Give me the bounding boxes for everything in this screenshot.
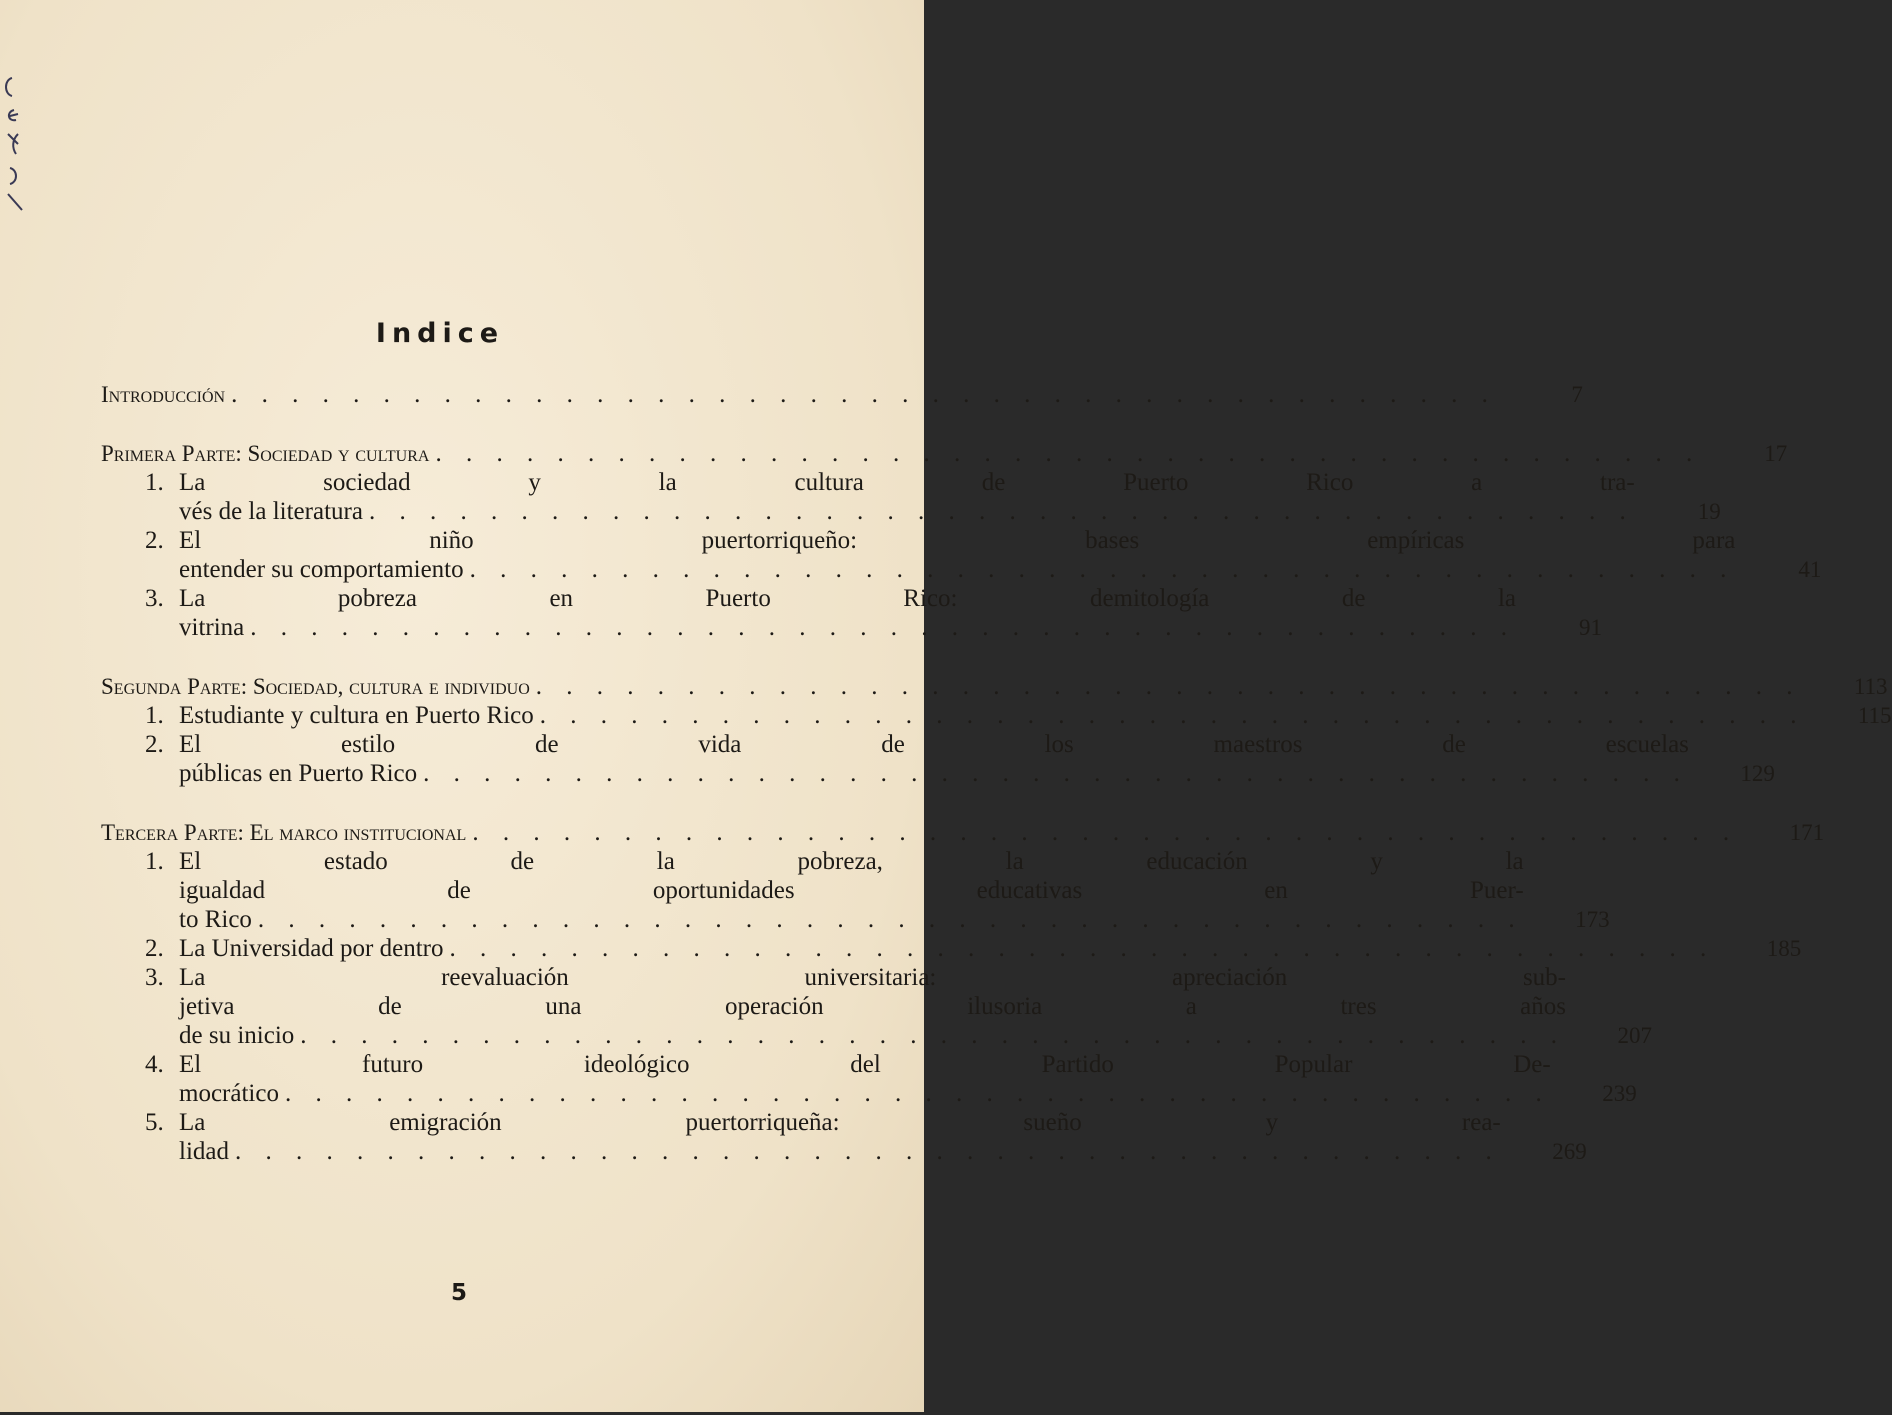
- chapter-page: 115: [1857, 703, 1892, 728]
- part-heading: Tercera Parte: El marco institucional: [101, 820, 467, 845]
- chapter-page: 41: [1798, 557, 1822, 582]
- toc-part: [101, 439, 1822, 642]
- chapter-entry: [101, 701, 1892, 730]
- leader-dots: [252, 905, 1524, 934]
- chapter-last-line: [179, 934, 1801, 963]
- chapter-title-line: El estado de la pobreza, la educación y la: [179, 848, 1524, 875]
- part-page: 171: [1789, 820, 1825, 845]
- page-title: Indice: [375, 318, 505, 349]
- chapter-number: 1.: [145, 469, 164, 496]
- chapter-title-line: La sociedad y la cultura de Puerto Rico a tra-: [179, 469, 1635, 496]
- handwritten-margin-mark: [2, 70, 28, 240]
- chapter-number: 1.: [145, 848, 164, 875]
- toc-part: [101, 672, 1892, 788]
- chapter-last-line: [179, 497, 1721, 526]
- chapter-last-line: [179, 613, 1602, 642]
- leader-dots: [225, 380, 1497, 409]
- part-heading: Segunda Parte: Sociedad, cultura e individuo: [101, 674, 530, 699]
- chapter-title: [179, 847, 1610, 934]
- chapter-number: 2.: [145, 731, 164, 758]
- chapter-title-line: públicas en Puerto Rico: [179, 760, 418, 787]
- introduction-page: 7: [1571, 382, 1583, 407]
- chapter-title-line: La pobreza en Puerto Rico: demitología de la: [179, 585, 1517, 612]
- chapter-title-line: La reevaluación universitaria: apreciación sub-: [179, 964, 1567, 991]
- chapter-page: 269: [1552, 1139, 1587, 1164]
- chapter-page: 239: [1602, 1081, 1637, 1106]
- leader-dots: [279, 1079, 1551, 1108]
- part-heading-row: [101, 818, 1825, 847]
- chapter-page: 185: [1766, 936, 1802, 961]
- chapter-number: 5.: [145, 1109, 164, 1136]
- chapter-last-line: [179, 905, 1610, 934]
- part-heading-row: [101, 672, 1888, 701]
- chapter-title-line: vitrina: [179, 614, 245, 641]
- chapter-entry: [101, 468, 1721, 526]
- chapter-title: [179, 468, 1721, 526]
- chapter-number: 2.: [145, 935, 164, 962]
- chapter-title-line: de su inicio: [179, 1022, 295, 1049]
- chapter-last-line: [179, 1079, 1637, 1108]
- chapter-entry: [101, 584, 1603, 642]
- chapter-title: [179, 584, 1602, 642]
- toc-part: [101, 818, 1825, 1166]
- chapter-title-line: vés de la literatura: [179, 498, 363, 525]
- chapter-number: 1.: [145, 702, 164, 729]
- leader-dots: [363, 497, 1635, 526]
- table-of-contents: [101, 380, 1892, 1166]
- chapter-title-line: jetiva de una operación ilusoria a tres años: [179, 993, 1567, 1020]
- leader-dots: [294, 1021, 1566, 1050]
- toc-introduction: [101, 380, 1583, 409]
- chapter-entry: [101, 1108, 1587, 1166]
- introduction-label: Introducción: [101, 382, 226, 407]
- chapter-title-line: entender su comportamiento: [179, 556, 464, 583]
- chapter-page: 129: [1740, 761, 1775, 786]
- chapter-title: [179, 934, 1801, 963]
- chapter-page: 207: [1617, 1023, 1653, 1048]
- chapter-title-line: El estilo de vida de los maestros de escuelas: [179, 731, 1689, 758]
- chapter-number: 4.: [145, 1051, 164, 1078]
- chapter-title: [179, 701, 1892, 730]
- leader-dots: [466, 818, 1738, 847]
- chapter-title-line: lidad: [179, 1138, 229, 1165]
- leader-dots: [229, 1137, 1501, 1166]
- leader-dots: [534, 701, 1806, 730]
- chapter-entry: [101, 1050, 1637, 1108]
- chapter-page: 91: [1579, 615, 1603, 640]
- chapter-entry: [101, 526, 1822, 584]
- chapter-title: [179, 730, 1775, 788]
- chapter-title: [179, 1108, 1587, 1166]
- chapter-title: [179, 1050, 1637, 1108]
- chapter-entry: [101, 963, 1653, 1050]
- leader-dots: [464, 555, 1736, 584]
- chapter-entry: [101, 730, 1775, 788]
- chapter-title-line: to Rico: [179, 906, 252, 933]
- chapter-last-line: [179, 759, 1775, 788]
- chapter-last-line: [179, 701, 1892, 730]
- chapter-number: 3.: [145, 585, 164, 612]
- leader-dots: [530, 672, 1802, 701]
- chapter-title-line: El niño puertorriqueño: bases empíricas para: [179, 527, 1736, 554]
- leader-dots: [444, 934, 1716, 963]
- chapter-number: 3.: [145, 964, 164, 991]
- chapter-title: [179, 526, 1821, 584]
- page-number: 5: [450, 1280, 467, 1306]
- chapter-page: 173: [1575, 907, 1610, 932]
- chapter-entry: [101, 847, 1610, 934]
- chapter-title-line: igualdad de oportunidades educativas en Puer-: [179, 877, 1524, 904]
- chapter-title-line: El futuro ideológico del Partido Popular De-: [179, 1051, 1551, 1078]
- chapter-number: 2.: [145, 527, 164, 554]
- chapter-title: [179, 963, 1652, 1050]
- chapter-page: 19: [1697, 499, 1721, 524]
- chapter-title-line: La Universidad por dentro: [179, 935, 444, 962]
- chapter-entry: [101, 934, 1802, 963]
- part-heading-row: [101, 439, 1788, 468]
- chapter-title-line: mocrático: [179, 1080, 279, 1107]
- leader-dots: [244, 613, 1516, 642]
- part-page: 113: [1853, 674, 1888, 699]
- leader-dots: [429, 439, 1701, 468]
- leader-dots: [417, 759, 1689, 788]
- chapter-last-line: [179, 555, 1821, 584]
- chapter-title-line: Estudiante y cultura en Puerto Rico: [179, 702, 534, 729]
- chapter-last-line: [179, 1137, 1587, 1166]
- part-heading: Primera Parte: Sociedad y cultura: [101, 441, 430, 466]
- part-page: 17: [1764, 441, 1788, 466]
- chapter-title-line: La emigración puertorriqueña: sueño y rea-: [179, 1109, 1501, 1136]
- chapter-last-line: [179, 1021, 1652, 1050]
